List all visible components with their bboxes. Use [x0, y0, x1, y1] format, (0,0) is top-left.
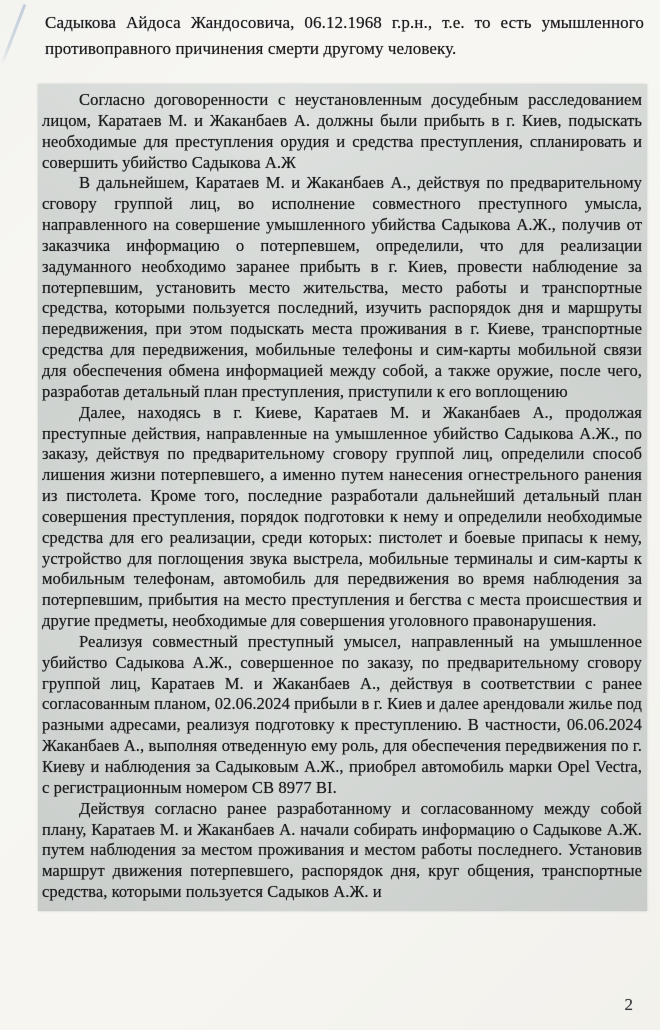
paragraph-preparation: В дальнейшем, Каратаев М. и Жаканбаев А., действуя по предварительному сговору группой лиц, во исполнение совместного преступного умысла, направленного на совершение умышленного убийства Садыкова А.Ж., получив от заказчика информацию о потерпевшем, определили, что для реализации задуманного необходимо заранее прибыть в г. Киев, провести наблюдение за потерпевшим, установить место жительства, место работы и транспортные средства, которыми пользуется последний, изучить распорядок дня и маршруты передвижения, при этом подыскать места проживания в г. Киеве, транспортные средства для передвижения, мобильные телефоны и сим-карты мобильной связи для обеспечения обмена информацией между собой, а также оружие, после чего, разработав детальный план преступления, приступили к его воплощению: [42, 173, 642, 401]
highlighted-text-block: [38, 84, 647, 911]
paragraph-method: Далее, находясь в г. Киеве, Каратаев М. и Жаканбаев А., продолжая преступные действия, направленные на умышленное убийство Садыкова А.Ж., по заказу, действуя по предварительному сговору группой лиц, определили способ лишения жизни потерпевшего, а именно путем нанесения огнестрельного ранения из пистолета. Кроме того, последние разработали дальнейший детальный план совершения преступления, порядок подготовки к нему и определили необходимые средства для его реализации, среди которых: пистолет и боевые припасы к нему, устройство для поглощения звука выстрела, мобильные терминалы и сим-карты к мобильным телефонам, автомобиль для передвижения во время наблюдения за потерпевшим, прибытия на место преступления и бегства с места происшествия и другие предметы, необходимые для совершения уголовного правонарушения.: [42, 402, 642, 631]
paragraph-intro-continuation: Садыкова Айдоса Жандосовича, 06.12.1968 г.р.н., т.е. то есть умышленного противоправного причинения смерти другому человеку.: [45, 13, 644, 58]
paragraph-agreement: Согласно договоренности с неустановленным досудебным расследованием лицом, Каратаев М. и Жаканбаев А. должны были прибыть в г. Киев, подыскать необходимые для преступления орудия и средства преступления, спланировать и совершить убийство Садыкова А.Ж: [42, 90, 642, 172]
scan-crease-mark: [1, 4, 26, 65]
paragraph-arrival: Реализуя совместный преступный умысел, направленный на умышленное убийство Садыкова А.Ж., совершенное по заказу, по предварительному сговору группой лиц, Каратаев М. и Жаканбаев А., действуя в соответствии с ранее согласованным планом, 02.06.2024 прибыли в г. Киев и далее арендовали жилье под разными адресами, реализуя подготовку к преступлению. В частности, 06.06.2024 Жаканбаев А., выполняя отведенную ему роль, для обеспечения передвижения по г. Киеву и наблюдения за Садыковым А.Ж., приобрел автомобиль марки Opel Vectra, с регистрационным номером СВ 8977 ВІ.: [42, 631, 642, 797]
paragraph-surveillance: Действуя согласно ранее разработанному и согласованному между собой плану, Каратаев М. и Жаканбаев А. начали собирать информацию о Садыкове А.Ж. путем наблюдения за местом проживания и местом работы последнего. Установив маршрут движения потерпевшего, распорядок дня, круг общения, транспортные средства, которыми пользуется Садыков А.Ж. и: [42, 798, 642, 902]
page-number: 2: [624, 995, 633, 1014]
